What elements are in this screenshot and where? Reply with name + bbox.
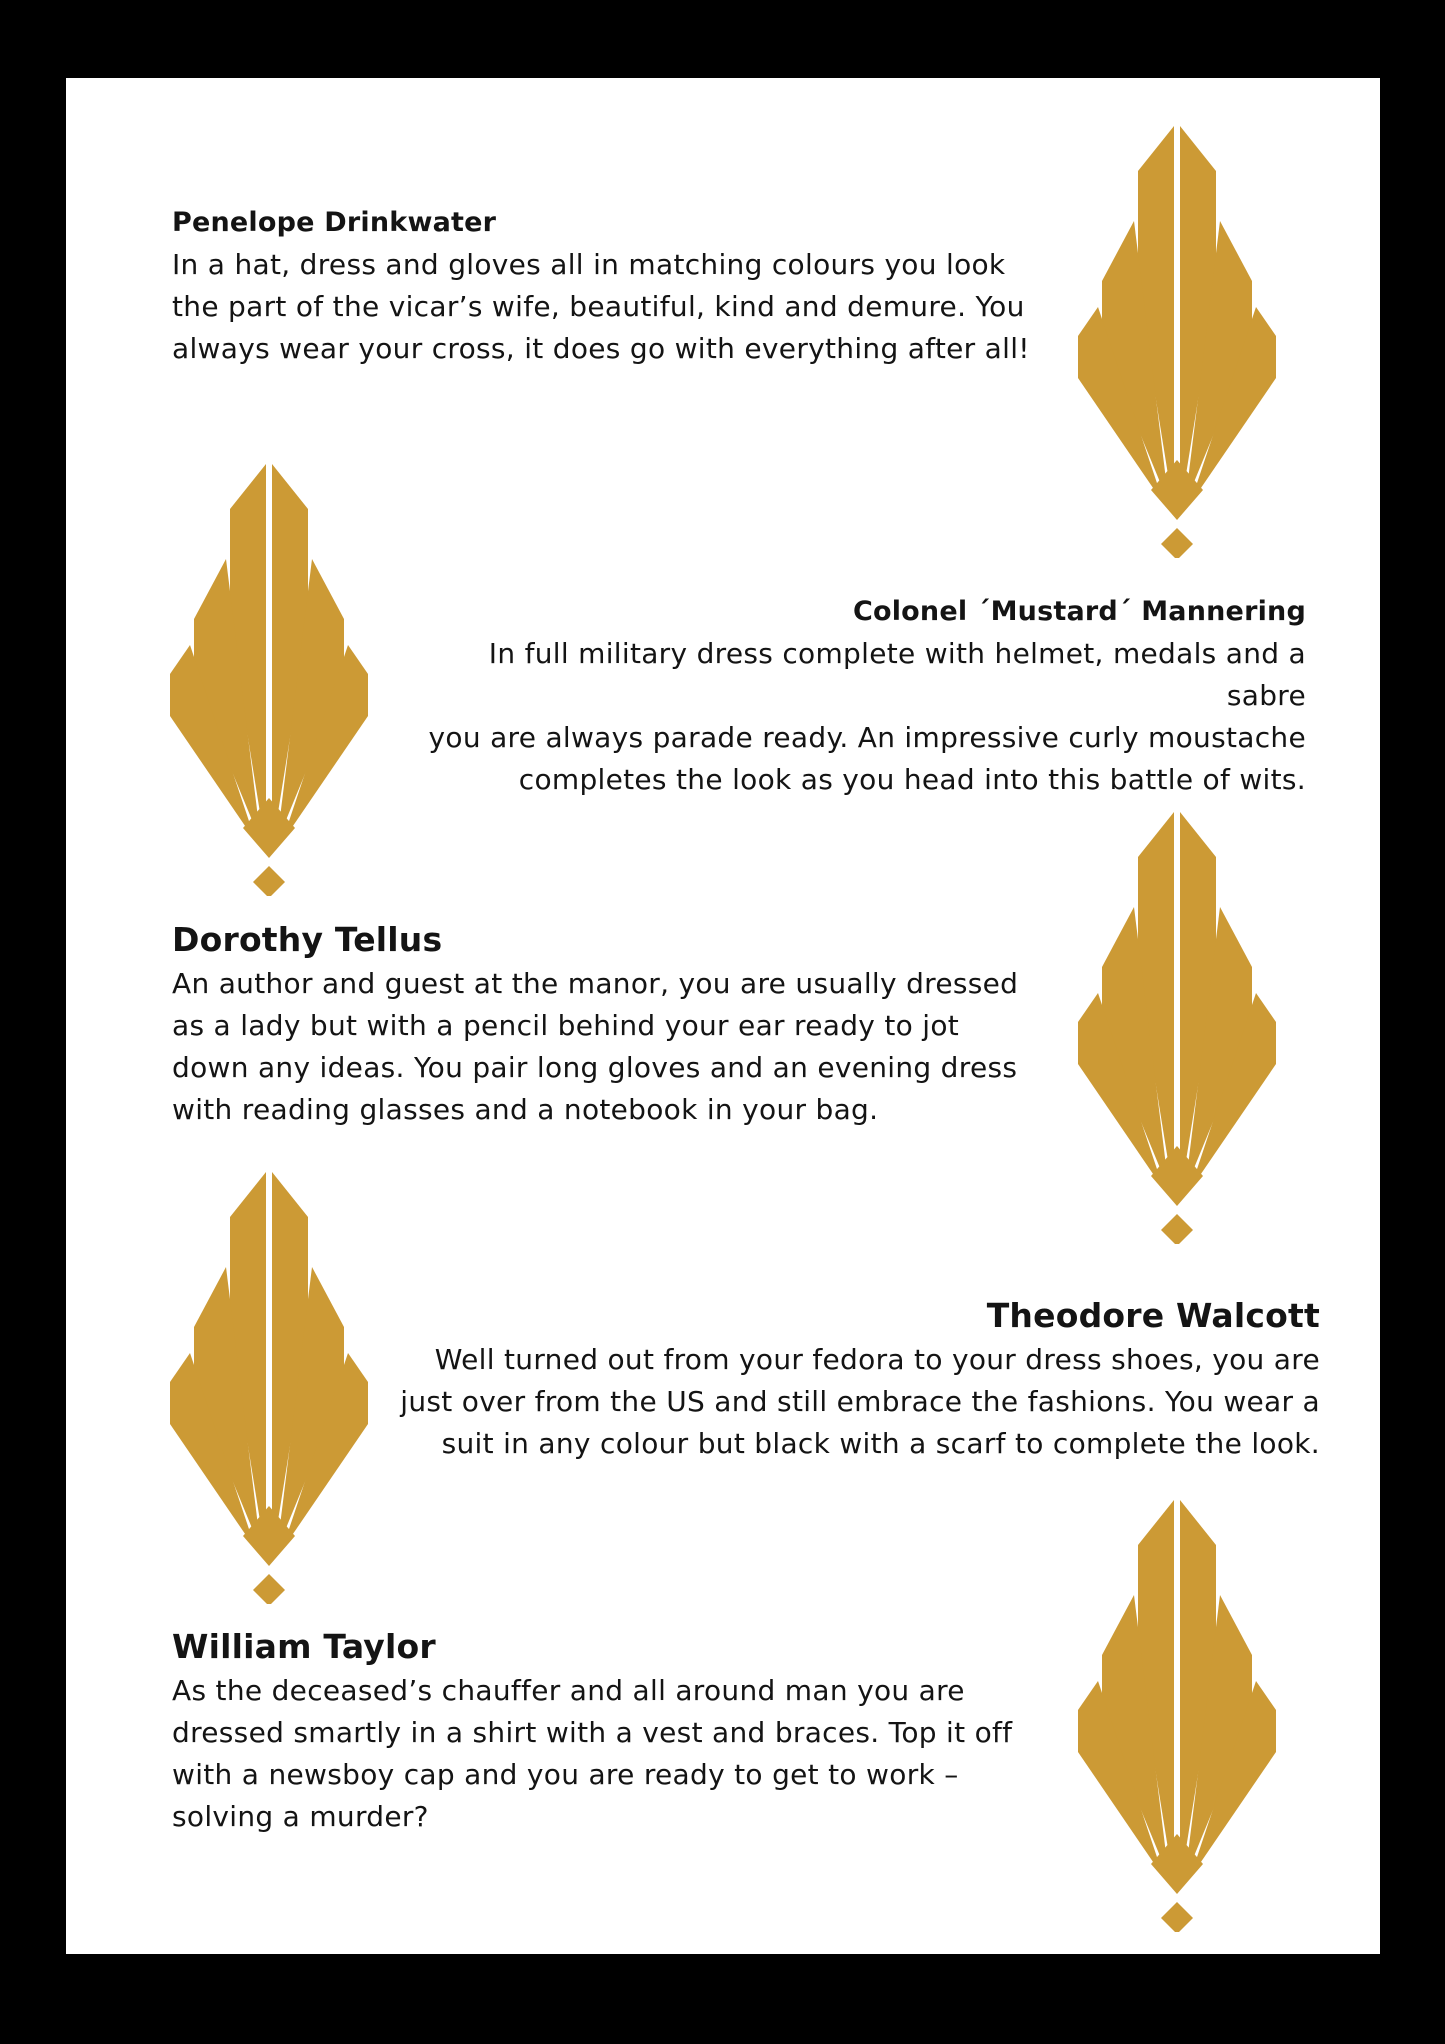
description-line: solving a murder? bbox=[172, 1800, 429, 1833]
description-line: suit in any colour but black with a scarf to complete the look. bbox=[441, 1427, 1320, 1460]
description-line: down any ideas. You pair long gloves and an evening dress bbox=[172, 1051, 1018, 1084]
character-description bbox=[172, 244, 1052, 370]
character-description bbox=[172, 963, 1072, 1131]
art-deco-fan-icon bbox=[170, 464, 368, 896]
character-name: Dorothy Tellus bbox=[172, 920, 443, 959]
description-line: In full military dress complete with helmet, medals and a sabre bbox=[488, 637, 1306, 712]
character-description bbox=[172, 1670, 1072, 1838]
character-penelope-drinkwater bbox=[172, 202, 1052, 370]
description-line: with a newsboy cap and you are ready to get to work – bbox=[172, 1758, 959, 1791]
description-line: completes the look as you head into this battle of wits. bbox=[518, 763, 1306, 796]
description-line: In a hat, dress and gloves all in matching colours you look bbox=[172, 248, 1006, 281]
art-deco-fan-icon bbox=[1078, 1500, 1276, 1932]
description-line: as a lady but with a pencil behind your ear ready to jot bbox=[172, 1009, 960, 1042]
character-theodore-walcott bbox=[366, 1293, 1320, 1465]
description-line: just over from the US and still embrace the fashions. You wear a bbox=[400, 1385, 1320, 1418]
art-deco-fan-icon bbox=[1078, 812, 1276, 1244]
description-line: Well turned out from your fedora to your dress shoes, you are bbox=[434, 1343, 1320, 1376]
character-description bbox=[406, 633, 1306, 801]
character-name: William Taylor bbox=[172, 1627, 436, 1666]
description-line: As the deceased’s chauffer and all around man you are bbox=[172, 1674, 965, 1707]
description-line: An author and guest at the manor, you are usually dressed bbox=[172, 967, 1019, 1000]
character-description bbox=[366, 1339, 1320, 1465]
character-name: Colonel ´Mustard´ Mannering bbox=[852, 596, 1306, 627]
character-william-taylor bbox=[172, 1624, 1072, 1838]
character-colonel-mustard-mannering bbox=[406, 591, 1306, 801]
art-deco-fan-icon bbox=[170, 1172, 368, 1604]
character-name: Theodore Walcott bbox=[986, 1296, 1320, 1335]
description-line: the part of the vicar’s wife, beautiful, kind and demure. You bbox=[172, 290, 1025, 323]
page-sheet bbox=[66, 78, 1380, 1954]
description-line: always wear your cross, it does go with everything after all! bbox=[172, 332, 1030, 365]
description-line: you are always parade ready. An impressive curly moustache bbox=[428, 721, 1306, 754]
character-name: Penelope Drinkwater bbox=[172, 207, 497, 238]
character-dorothy-tellus bbox=[172, 917, 1072, 1131]
description-line: with reading glasses and a notebook in your bag. bbox=[172, 1093, 879, 1126]
description-line: dressed smartly in a shirt with a vest and braces. Top it off bbox=[172, 1716, 1013, 1749]
art-deco-fan-icon bbox=[1078, 126, 1276, 558]
